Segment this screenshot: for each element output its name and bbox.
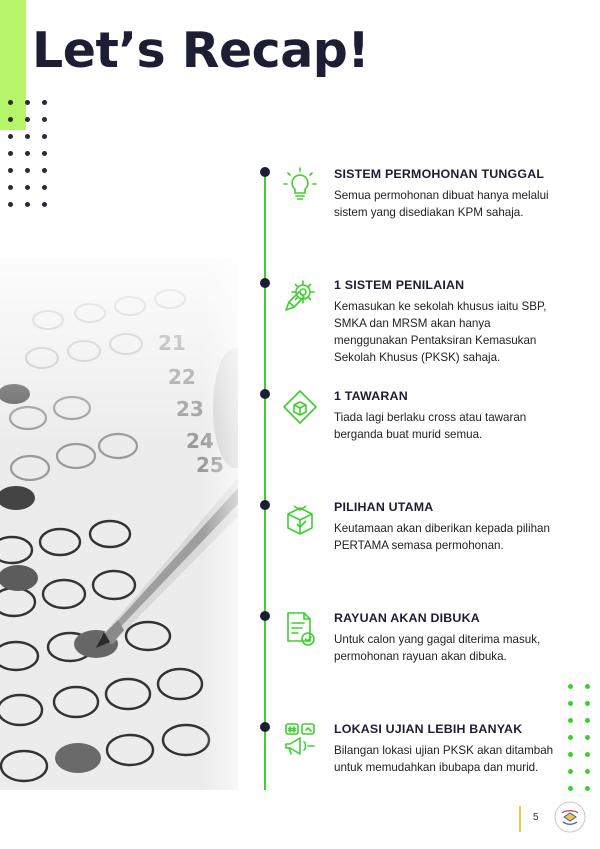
item-title: PILIHAN UTAMA	[334, 500, 434, 514]
timeline-node	[260, 611, 270, 621]
timeline-node	[260, 167, 270, 177]
item-description: Untuk calon yang gagal diterima masuk, permohonan rayuan akan dibuka.	[334, 633, 541, 663]
decorative-dot-grid-left	[8, 100, 47, 207]
item-description: Tiada lagi berlaku cross atau tawaran berganda buat murid semua.	[334, 411, 527, 441]
timeline-line	[264, 172, 266, 790]
item-title: SISTEM PERMOHONAN TUNGGAL	[334, 167, 545, 181]
timeline-node	[260, 389, 270, 399]
school-logo	[553, 800, 587, 834]
cube-icon	[280, 387, 320, 427]
megaphone-icon	[280, 720, 320, 760]
page-title: Let’s Recap!	[32, 22, 370, 79]
decorative-dot-grid-right	[568, 684, 590, 791]
item-title: LOKASI UJIAN LEBIH BANYAK	[334, 722, 523, 736]
item-description: Kemasukan ke sekolah khusus iaitu SBP, SMKA dan MRSM akan hanya menggunakan Pentaksiran Kemasukan Sekolah Khusus (PKSK) sahaja.	[334, 300, 547, 364]
item-description: Keutamaan akan diberikan kepada pilihan PERTAMA semasa permohonan.	[334, 522, 550, 552]
page-number: 5	[533, 812, 539, 823]
gear-pencil-icon	[280, 276, 320, 316]
gift-box-icon	[280, 498, 320, 538]
timeline-node	[260, 278, 270, 288]
lightbulb-icon	[280, 165, 320, 205]
timeline-node	[260, 500, 270, 510]
item-title: 1 SISTEM PENILAIAN	[334, 278, 465, 292]
item-description: Semua permohonan dibuat hanya melalui sistem yang disediakan KPM sahaja.	[334, 189, 549, 219]
item-description: Bilangan lokasi ujian PKSK akan ditambah untuk memudahkan ibubapa dan murid.	[334, 744, 554, 774]
item-title: RAYUAN AKAN DIBUKA	[334, 611, 480, 625]
footer-divider	[519, 806, 521, 832]
answer-sheet-photo	[0, 258, 238, 790]
timeline-node	[260, 722, 270, 732]
item-title: 1 TAWARAN	[334, 389, 408, 403]
document-check-icon	[280, 609, 320, 649]
